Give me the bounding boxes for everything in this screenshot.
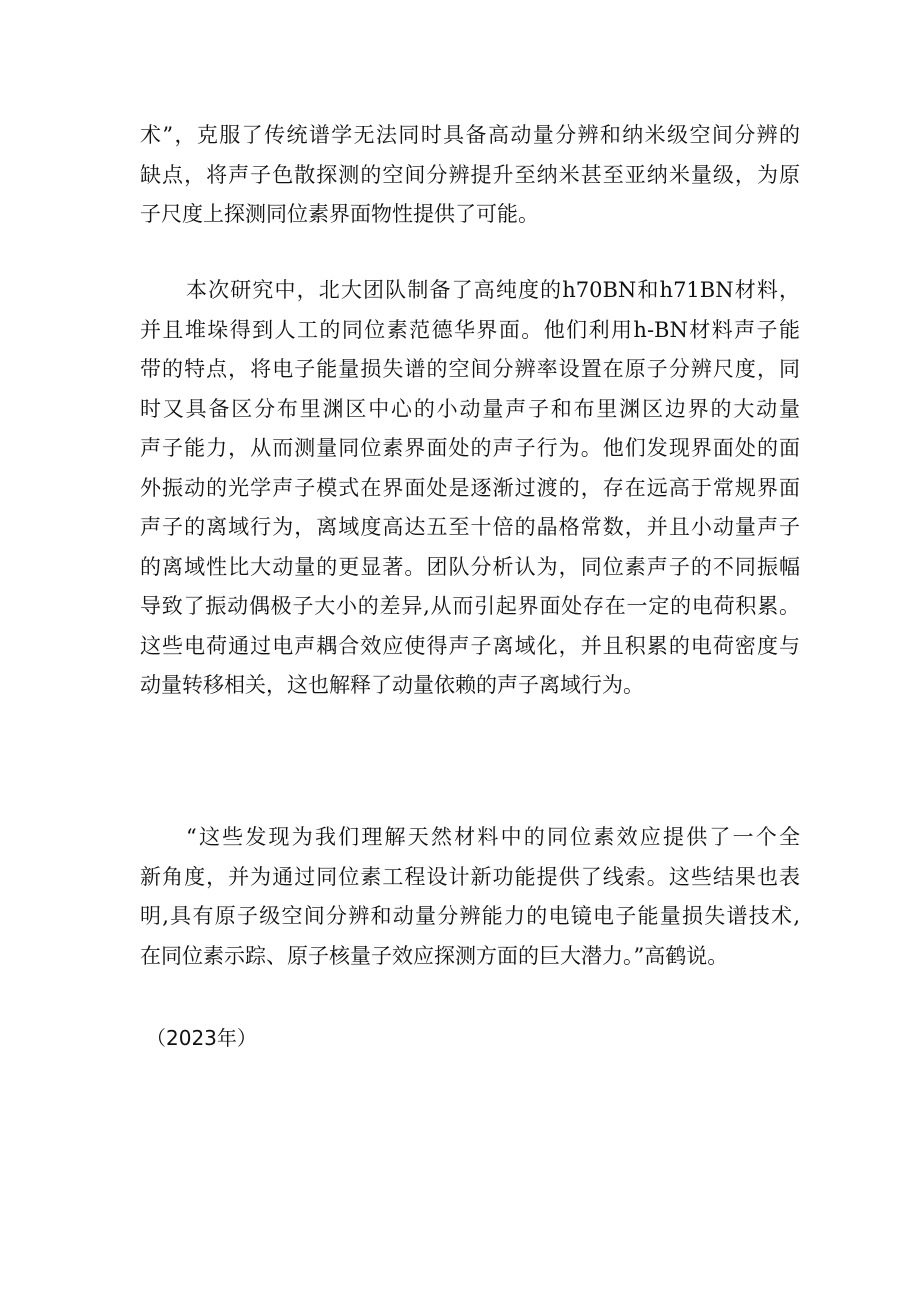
paragraph-line: 这些电荷通过电声耦合效应使得声子离域化，并且积累的电荷密度与 — [140, 633, 800, 658]
paragraph-2 — [140, 271, 800, 706]
paragraph-line: 声子的离域行为，离域度高达五至十倍的晶格常数，并且小动量声子 — [140, 515, 800, 539]
paragraph-line: 动量转移相关，这也解释了动量依赖的声子离域行为。 — [140, 673, 644, 697]
paragraph-line: 明,具有原子级空间分辨和动量分辨能力的电镜电子能量损失谱技术, — [140, 904, 800, 928]
paragraph-line: 术”，克服了传统谱学无法同时具备高动量分辨和纳米级空间分辨的 — [140, 123, 800, 147]
paragraph-line: 缺点，将声子色散探测的空间分辨提升至纳米甚至亚纳米量级，为原 — [140, 162, 800, 187]
paragraph-line: 在同位素示踪、原子核量子效应探测方面的巨大潜力。”高鹤说。 — [140, 943, 729, 968]
paragraph-line: 导致了振动偶极子大小的差异,从而引起界面处存在一定的电荷积累。 — [140, 594, 800, 618]
paragraph-line: “这些发现为我们理解天然材料中的同位素效应提供了一个全 — [186, 825, 800, 849]
paragraph-line: 声子能力，从而测量同位素界面处的声子行为。他们发现界面处的面 — [140, 436, 800, 460]
paragraph-line: 外振动的光学声子模式在界面处是逐渐过渡的，存在远高于常规界面 — [140, 475, 800, 500]
publication-year: （2023年） — [146, 1026, 257, 1050]
paragraph-line: 并且堆垛得到人工的同位素范德华界面。他们利用h-BN材料声子能 — [140, 317, 800, 342]
paragraph-line: 的离域性比大动量的更显著。团队分析认为，同位素声子的不同振幅 — [140, 554, 800, 579]
paragraph-line: 新角度，并为通过同位素工程设计新功能提供了线索。这些结果也表 — [140, 864, 800, 889]
paragraph-line: 时又具备区分布里渊区中心的小动量声子和布里渊区边界的大动量 — [140, 396, 800, 421]
paragraph-1 — [140, 116, 800, 235]
paragraph-line: 本次研究中，北大团队制备了高纯度的h70BN和h71BN材料， — [186, 278, 800, 302]
paragraph-3 — [140, 818, 800, 976]
paragraph-line: 带的特点，将电子能量损失谱的空间分辨率设置在原子分辨尺度，同 — [140, 357, 800, 381]
paragraph-line: 子尺度上探测同位素界面物性提供了可能。 — [140, 202, 539, 226]
